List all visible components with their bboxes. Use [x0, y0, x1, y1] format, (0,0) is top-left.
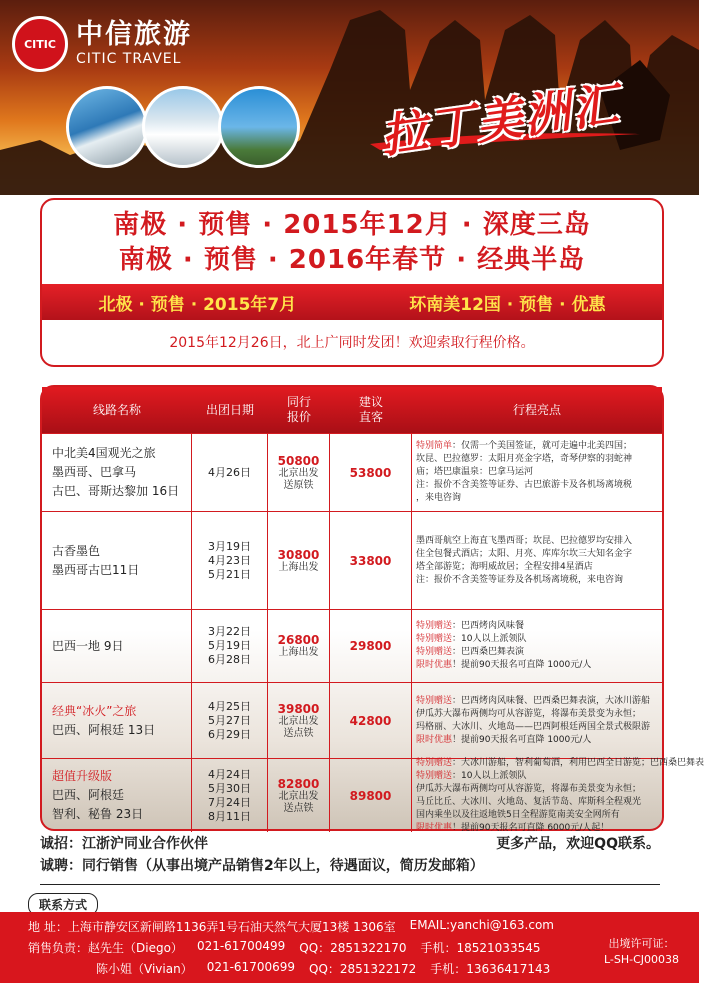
brand-slogan: 拉丁美洲汇: [377, 76, 624, 164]
highlight-lead: 庙；塔巴康温泉：巴拿马运河: [416, 467, 534, 477]
highlight-lead: 限时优惠: [416, 822, 453, 833]
route-table: [40, 385, 704, 833]
dates-cell: [192, 434, 268, 511]
highlight-rest: ：大冰川游船，智利葡萄酒，利用巴西全日游览；巴西桑巴舞表: [452, 757, 704, 768]
promo-sub: 2015年12月26日，北上广同时发团！欢迎索取行程价格。: [169, 335, 535, 351]
hero-banner: [0, 0, 699, 195]
departure-city: 送点铁: [283, 727, 314, 739]
highlight-line: [416, 809, 658, 822]
departure-city: 北京出发: [278, 715, 319, 727]
price-cell: [268, 434, 330, 511]
highlight-lead: 限时优惠: [416, 660, 453, 670]
highlight-line: [416, 646, 658, 659]
highlight-rest: ：巴西烤肉风味餐: [452, 621, 525, 631]
table-body: [42, 433, 704, 833]
contact-qq[interactable]: QQ：2851322172: [309, 962, 417, 976]
route-name: 巴西、阿根廷: [52, 788, 125, 802]
peer-price: 82800: [277, 776, 320, 791]
contact-footer: [0, 912, 699, 983]
permit-label: 出境许可证：: [608, 937, 675, 950]
promo-bar-left: 北极 · 预售 · 2015年7月: [98, 294, 297, 315]
highlight-line: [416, 453, 658, 466]
contact-row-2: [96, 960, 564, 977]
highlight-line: [416, 440, 658, 453]
highlight-lead: 特别赠送: [416, 695, 453, 706]
departure-city: 送点铁: [283, 802, 314, 814]
highlight-line: [416, 620, 658, 633]
highlight-line: [416, 659, 658, 672]
highlight-lead: 住全包餐式酒店；太阳、月亮、库库尔坎三大知名金字: [416, 548, 633, 559]
price-cell: [268, 759, 330, 832]
highlight-lead: 坎昆、巴拉德罗：太阳月亮金字塔，奇琴伊察的羽蛇神: [416, 454, 633, 464]
header-route: 线路名称: [92, 402, 141, 417]
logo-badge: CITIC: [12, 16, 68, 72]
peer-price: 39800: [277, 701, 320, 716]
suggested-price: 42800: [349, 713, 392, 728]
highlight-lead: 特别简单: [416, 441, 453, 451]
price-cell: [268, 683, 330, 758]
departure-date: 3月19日: [208, 539, 251, 553]
contact-row-1: [28, 939, 554, 956]
departure-date: 4月26日: [208, 465, 251, 479]
highlight-rest: ：巴西桑巴舞表演: [452, 647, 525, 657]
dates-cell: [192, 610, 268, 682]
suggested-price: 89800: [349, 788, 392, 803]
peer-price: 30800: [277, 547, 320, 562]
highlight-line: [416, 721, 658, 734]
price-cell: [268, 512, 330, 609]
suggested-price: 53800: [349, 465, 392, 480]
route-name: 墨西哥古巴11日: [52, 562, 140, 577]
highlight-rest: ！提前90天报名可直降 6000元/人起！: [452, 822, 610, 833]
highlight-lead: 国内乘坐以及往返地铁5日全程游览南美安全网所有: [416, 809, 620, 820]
highlight-lead: ，来电咨询: [416, 493, 462, 503]
route-cell: [42, 512, 192, 609]
route-name: 古巴、哥斯达黎加 16日: [52, 484, 180, 498]
suggested-cell: [330, 610, 412, 682]
promo-box: [40, 198, 664, 367]
departure-date: 7月24日: [208, 795, 251, 809]
highlight-lead: 特别赠送: [416, 757, 453, 768]
logo-cn: 中信旅游: [76, 19, 192, 50]
suggested-price: 29800: [349, 639, 392, 653]
peer-price: 50800: [277, 453, 320, 468]
highlight-lead: 伊瓜苏大瀑布两侧均可从容游览，将瀑布美景变为永恒；: [416, 783, 642, 794]
highlight-rest: ：仅需一个美国签证，就可走遍中北美四国；: [452, 441, 633, 451]
highlight-line: [416, 492, 658, 505]
departure-date: 6月29日: [208, 727, 251, 741]
route-name: 墨西哥、巴拿马: [52, 465, 137, 479]
route-cell: [42, 759, 192, 832]
route-cell: [42, 434, 192, 511]
highlights-cell: [412, 683, 662, 758]
highlights-cell: [412, 757, 704, 833]
recruit-more: 更多产品，欢迎QQ联系。: [496, 836, 660, 852]
route-name: 智利、秘鲁 23日: [52, 807, 144, 821]
promo-bar: [42, 284, 662, 320]
contact-tag: 联系方式: [28, 893, 98, 916]
highlight-lead: 注：报价不含美签等证券、古巴旅游卡及各机场离境税: [416, 480, 633, 490]
route-name: 巴西、阿根廷 13日: [52, 722, 156, 737]
photo-salt-flat: [142, 86, 224, 168]
suggested-cell: [330, 512, 412, 609]
email-text[interactable]: EMAIL:yanchi@163.com: [409, 918, 554, 932]
departure-date: 5月27日: [208, 713, 251, 727]
highlights-cell: [412, 512, 662, 609]
highlight-lead: 玛格丽、大冰川、火地岛——巴西阿根廷两国全景式极限游: [416, 721, 651, 732]
highlights-cell: [412, 434, 662, 511]
route-name: 巴西一地 9日: [52, 638, 124, 653]
dates-cell: [192, 759, 268, 832]
table-row: [42, 511, 662, 609]
permit-block: [604, 936, 679, 968]
highlight-line: [416, 548, 658, 561]
highlight-rest: ：10人以上派领队: [452, 634, 527, 644]
dates-cell: [192, 512, 268, 609]
highlight-lead: 特别赠送: [416, 621, 453, 631]
table-row: [42, 682, 662, 758]
table-row: [42, 609, 662, 682]
recruit-section: [40, 832, 660, 876]
highlight-rest: ：巴西烤肉风味餐、巴西桑巴舞表演，大冰川游船: [452, 695, 651, 706]
departure-city: 上海出发: [278, 647, 319, 658]
departure-city: 上海出发: [278, 561, 319, 573]
suggested-price: 33800: [349, 553, 392, 568]
permit-number: L-SH-CJ00038: [603, 953, 679, 966]
table-row: [42, 433, 662, 511]
highlight-rest: ！提前90天报名可直降 1000元/人: [452, 660, 592, 670]
route-title: 经典“冰火”之旅: [52, 703, 137, 718]
contact-tel[interactable]: 021-61700499: [196, 939, 286, 953]
logo-en: CITIC TRAVEL: [76, 51, 182, 67]
header-dates: 出团日期: [205, 402, 254, 417]
route-name: 中北美4国观光之旅: [52, 446, 156, 460]
citic-logo: [12, 16, 192, 72]
highlight-line: [416, 757, 704, 770]
recruit-hire: 诚聘：同行销售（从事出境产品销售2年以上，待遇面议，简历发邮箱）: [40, 858, 484, 874]
highlight-lead: 马丘比丘、大冰川、火地岛、复活节岛、库斯科全程观光: [416, 796, 642, 807]
highlight-line: [416, 770, 658, 783]
suggested-cell: [330, 759, 412, 832]
highlight-line: [416, 783, 658, 796]
divider: [40, 884, 660, 885]
promo-line-1: 南极 · 预售 · 2015年12月 · 深度三岛: [113, 210, 591, 240]
highlight-lead: 伊瓜苏大瀑布两侧均可从容游览，将瀑布美景变为永恒；: [416, 708, 642, 719]
suggested-cell: [330, 434, 412, 511]
contact-tel[interactable]: 021-61700699: [206, 960, 295, 974]
highlight-rest: ：10人以上派领队: [452, 770, 527, 781]
suggested-cell: [330, 683, 412, 758]
address-row: [28, 918, 568, 935]
highlight-lead: 特别赠送: [416, 770, 453, 781]
departure-date: 4月24日: [208, 767, 251, 781]
route-name: 古香墨色: [52, 543, 101, 558]
contact-qq[interactable]: QQ：2851322170: [299, 941, 407, 955]
departure-city: 北京出发: [278, 790, 319, 802]
highlight-line: [416, 574, 658, 587]
departure-city: 送原铁: [283, 479, 314, 491]
route-cell: [42, 683, 192, 758]
highlight-lead: 限时优惠: [416, 734, 453, 745]
table-row: [42, 757, 704, 833]
highlight-line: [416, 479, 658, 492]
highlight-line: [416, 561, 658, 574]
departure-date: 4月23日: [208, 553, 251, 567]
promo-line-2: 南极 · 预售 · 2016年春节 · 经典半岛: [118, 245, 586, 275]
departure-date: 5月30日: [208, 781, 251, 795]
highlights-cell: [412, 610, 662, 682]
highlight-rest: ！提前90天报名可直降 1000元/人: [452, 734, 592, 745]
highlight-line: [416, 734, 658, 747]
departure-city: 北京出发: [278, 467, 319, 479]
contact-name: 陈小姐（Vivian）: [96, 962, 193, 976]
departure-date: 5月21日: [208, 567, 251, 581]
photo-christ-redeemer: [218, 86, 300, 168]
departure-date: 6月28日: [208, 653, 251, 666]
photo-boat: [66, 86, 148, 168]
header-highlights: 行程亮点: [512, 402, 561, 417]
highlight-line: [416, 796, 658, 809]
route-title: 超值升级版: [52, 769, 113, 783]
promo-bar-right: 环南美12国 · 预售 · 优惠: [409, 294, 606, 315]
recruit-partner: 诚招：江浙沪同业合作伙伴: [40, 836, 208, 852]
address-label: 地 址：: [28, 920, 68, 934]
contact-mobile[interactable]: 手机：18521033545: [420, 941, 541, 955]
highlight-lead: 特别赠送: [416, 634, 453, 644]
dates-cell: [192, 683, 268, 758]
highlight-line: [416, 466, 658, 479]
price-cell: [268, 610, 330, 682]
contact-name: 赵先生（Diego）: [88, 941, 183, 955]
peer-price: 26800: [277, 633, 320, 647]
header-price: 同行 报价: [286, 395, 311, 424]
highlight-line: [416, 708, 658, 721]
route-cell: [42, 610, 192, 682]
departure-date: 4月25日: [208, 699, 251, 713]
highlight-lead: 墨西哥航空上海直飞墨西哥；坎昆、巴拉德罗均安排入: [416, 535, 633, 546]
highlight-lead: 塔全部游览；海明威故居；全程安排4星酒店: [416, 561, 593, 572]
header-suggested: 建议 直客: [358, 395, 383, 424]
highlight-lead: 特别赠送: [416, 647, 453, 657]
highlight-line: [416, 633, 658, 646]
departure-date: 5月19日: [208, 639, 251, 652]
address-text: 上海市静安区新闸路1136弄1号石油天然气大厦13楼 1306室: [67, 920, 396, 934]
highlight-line: [416, 535, 658, 548]
highlight-line: [416, 695, 658, 708]
departure-date: 3月22日: [208, 625, 251, 638]
contact-mobile[interactable]: 手机：13636417143: [430, 962, 551, 976]
departure-date: 8月11日: [208, 809, 251, 823]
role-label: 销售负责：: [28, 941, 89, 955]
table-header: [42, 387, 662, 433]
highlight-lead: 注：报价不含美签等证券及各机场离境税，来电咨询: [416, 574, 624, 585]
